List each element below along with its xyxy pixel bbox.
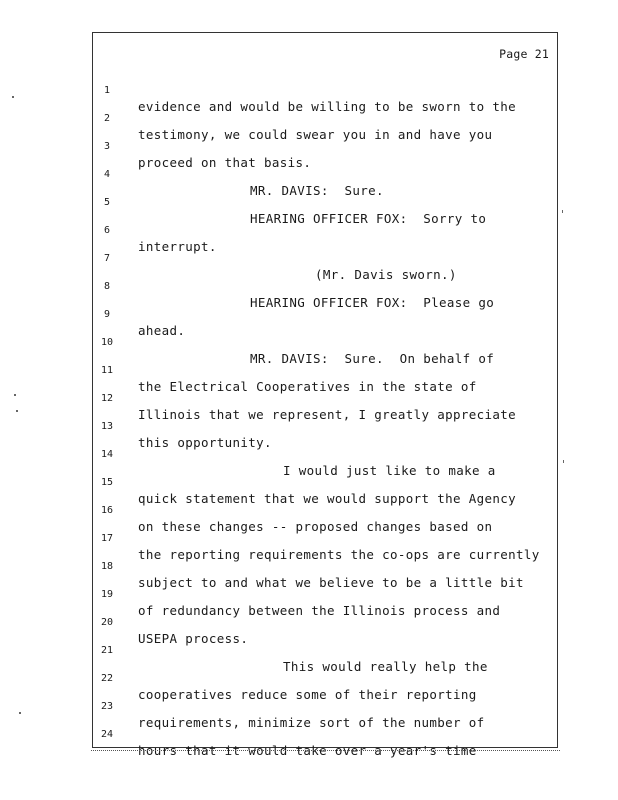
transcript-line — [93, 347, 557, 394]
line-number: 10 — [100, 337, 114, 348]
line-number: 6 — [103, 225, 111, 236]
transcript-line — [93, 459, 557, 506]
line-number: 23 — [100, 701, 114, 712]
transcript-line — [93, 683, 557, 730]
line-text: MR. DAVIS: Sure. — [250, 183, 384, 198]
line-number: 15 — [100, 477, 114, 488]
transcript-line — [93, 403, 557, 450]
line-number: 13 — [100, 421, 114, 432]
line-number: 22 — [100, 673, 114, 684]
line-number: 3 — [103, 141, 111, 152]
scan-speck — [12, 96, 14, 98]
line-text: the reporting requirements the co-ops are currently — [138, 547, 540, 562]
transcript-line — [93, 571, 557, 618]
line-text: the Electrical Cooperatives in the state of — [138, 379, 477, 394]
transcript-line — [93, 151, 557, 198]
transcript-line — [93, 319, 557, 366]
transcript-line — [93, 515, 557, 562]
transcript-line — [93, 235, 557, 282]
transcript-line — [93, 431, 557, 478]
line-number: 20 — [100, 617, 114, 628]
transcript-line — [93, 207, 557, 254]
line-text: subject to and what we believe to be a little bit — [138, 575, 524, 590]
transcript-line — [93, 375, 557, 422]
line-text: of redundancy between the Illinois process and — [138, 603, 501, 618]
scan-speck — [562, 210, 563, 213]
line-number: 12 — [100, 393, 114, 404]
transcript-line — [93, 655, 557, 702]
line-number: 16 — [100, 505, 114, 516]
line-number: 1 — [103, 85, 111, 96]
line-text: hours that it would take over a year's time — [138, 743, 477, 758]
scan-speck — [14, 394, 16, 396]
line-number: 21 — [100, 645, 114, 656]
line-text: interrupt. — [138, 239, 217, 254]
line-text: testimony, we could swear you in and have you — [138, 127, 493, 142]
line-number: 8 — [103, 281, 111, 292]
line-number: 2 — [103, 113, 111, 124]
line-text: requirements, minimize sort of the number of — [138, 715, 485, 730]
line-number: 24 — [100, 729, 114, 740]
line-number: 17 — [100, 533, 114, 544]
transcript-line — [93, 67, 557, 114]
transcript-line — [93, 263, 557, 310]
line-text: USEPA process. — [138, 631, 249, 646]
scan-speck — [19, 712, 21, 714]
line-text: cooperatives reduce some of their reporting — [138, 687, 477, 702]
line-text: HEARING OFFICER FOX: Sorry to — [250, 211, 487, 226]
line-number: 19 — [100, 589, 114, 600]
line-number: 9 — [103, 309, 111, 320]
line-text: Illinois that we represent, I greatly appreciate — [138, 407, 517, 422]
line-text: proceed on that basis. — [138, 155, 312, 170]
line-text: MR. DAVIS: Sure. On behalf of — [250, 351, 495, 366]
line-number: 4 — [103, 169, 111, 180]
line-text: ahead. — [138, 323, 186, 338]
line-number: 18 — [100, 561, 114, 572]
transcript-line — [93, 599, 557, 646]
transcript-line — [93, 179, 557, 226]
transcript-line — [93, 291, 557, 338]
line-text: evidence and would be willing to be sworn to the — [138, 99, 517, 114]
line-text: HEARING OFFICER FOX: Please go — [250, 295, 495, 310]
transcript-page — [92, 32, 558, 758]
line-text: I would just like to make a — [283, 463, 496, 478]
line-number: 5 — [103, 197, 111, 208]
scan-speck — [16, 410, 18, 412]
line-number: 11 — [100, 365, 114, 376]
transcript-line — [93, 123, 557, 170]
line-text: (Mr. Davis sworn.) — [315, 267, 457, 282]
transcript-line — [93, 627, 557, 674]
line-number: 14 — [100, 449, 114, 460]
transcript-line — [93, 487, 557, 534]
transcript-line — [93, 543, 557, 590]
transcript-line — [93, 95, 557, 142]
transcript-line — [93, 711, 557, 758]
scan-speck — [563, 460, 564, 463]
line-text: on these changes -- proposed changes based on — [138, 519, 493, 534]
page-number: Page 21 — [499, 47, 549, 61]
line-text: quick statement that we would support the Agency — [138, 491, 517, 506]
line-text: this opportunity. — [138, 435, 272, 450]
line-number: 7 — [103, 253, 111, 264]
line-text: This would really help the — [283, 659, 488, 674]
